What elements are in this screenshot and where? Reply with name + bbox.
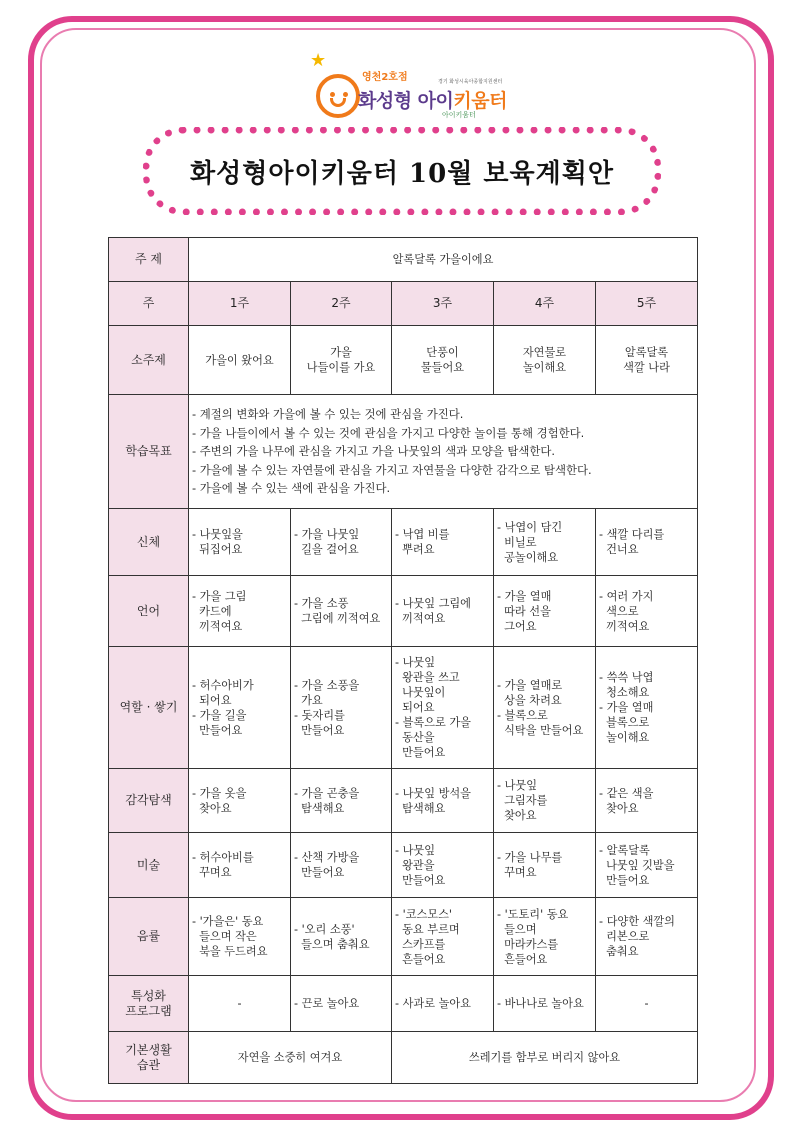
plan-table bbox=[108, 237, 698, 1084]
goal-item: - 가을에 볼 수 있는 색에 관심을 가진다. bbox=[192, 481, 391, 496]
cell-line: - 나뭇잎을 bbox=[192, 528, 243, 541]
cell-line: - 사과로 놀아요 bbox=[395, 997, 471, 1010]
cell-line: 리본으로 bbox=[599, 930, 650, 943]
cell-line: - bbox=[644, 997, 649, 1010]
role-block-row bbox=[109, 647, 698, 769]
cell-line: - 가을 그림 bbox=[192, 589, 247, 603]
cell-line: 비닐로 bbox=[497, 535, 537, 549]
cell-line: - 가을 나뭇잎 bbox=[294, 528, 360, 541]
activity-cell bbox=[392, 576, 494, 647]
cell-line: - bbox=[237, 997, 242, 1010]
goal-item: - 주변의 가을 나무에 관심을 가지고 가을 나뭇잎의 색과 모양을 탐색한다. bbox=[192, 444, 556, 459]
activity-cell bbox=[596, 833, 698, 898]
activity-cell bbox=[189, 509, 291, 576]
cell-line: 끼적여요 bbox=[395, 612, 446, 625]
activity-cell bbox=[189, 833, 291, 898]
goal-item: - 계절의 변화와 가을에 볼 수 있는 것에 관심을 가진다. bbox=[192, 407, 464, 422]
cell-line: 마라카스를 bbox=[497, 937, 559, 951]
logo bbox=[310, 50, 520, 128]
cell-line: 상을 차려요 bbox=[497, 693, 562, 707]
cell-line: 만들어요 bbox=[192, 723, 243, 737]
cell-line: 색으로 bbox=[599, 604, 639, 618]
cell-line: 만들어요 bbox=[294, 723, 345, 737]
art-row bbox=[109, 833, 698, 898]
cell-line: - 나뭇잎 방석을 bbox=[395, 786, 471, 800]
cell-line: 가을 bbox=[330, 346, 352, 359]
cell-line: 음률 bbox=[136, 929, 161, 943]
activity-cell bbox=[189, 576, 291, 647]
theme-value: 알록달록 가을이에요 bbox=[189, 238, 698, 282]
row-label bbox=[109, 976, 189, 1032]
cell-line: 만들어요 bbox=[395, 873, 446, 887]
week-header: 4주 bbox=[494, 282, 596, 326]
cell-line: - 가을 열매로 bbox=[497, 678, 563, 692]
cell-line: 식탁을 만들어요 bbox=[497, 723, 584, 737]
cell-line: 길을 걸어요 bbox=[294, 543, 359, 556]
cell-line: 찾아요 bbox=[497, 809, 537, 822]
cell-line: 찾아요 bbox=[192, 801, 232, 815]
activity-cell bbox=[596, 769, 698, 833]
cell-line: 청소해요 bbox=[599, 686, 650, 699]
activity-cell bbox=[596, 976, 698, 1032]
activity-cell bbox=[494, 976, 596, 1032]
cell-line: 흔들어요 bbox=[395, 952, 446, 966]
cell-line: - 끈로 놀아요 bbox=[294, 997, 360, 1010]
week-label: 주 bbox=[109, 282, 189, 326]
cell-line: 만들어요 bbox=[599, 873, 650, 887]
cell-line: - 블록으로 가을 bbox=[395, 716, 471, 729]
cell-line: - 블록으로 bbox=[497, 708, 548, 722]
cell-line: - 여러 가지 bbox=[599, 589, 654, 603]
subtheme-label: 소주제 bbox=[109, 326, 189, 395]
activity-cell bbox=[189, 898, 291, 976]
cell-line: - 같은 색을 bbox=[599, 786, 654, 800]
cell-line: - 허수아비를 bbox=[192, 851, 254, 864]
goal-item: - 가을 나들이에서 볼 수 있는 것에 관심을 가지고 다양한 놀이를 통해 경험한다. bbox=[192, 425, 585, 440]
row-label bbox=[109, 833, 189, 898]
activity-cell bbox=[494, 769, 596, 833]
cell-line: 들으며 작은 bbox=[192, 930, 257, 943]
cell-line: 나뭇잎 깃발을 bbox=[599, 858, 675, 872]
row-label bbox=[109, 576, 189, 647]
title-box bbox=[143, 127, 661, 215]
goal-item: - 가을에 볼 수 있는 자연물에 관심을 가지고 자연물을 다양한 감각으로 탐색한다. bbox=[192, 462, 592, 477]
cell-line: 카드에 bbox=[192, 604, 232, 618]
activity-cell bbox=[596, 576, 698, 647]
physical-row bbox=[109, 509, 698, 576]
cell-line: - 쓱쓱 낙엽 bbox=[599, 671, 654, 684]
activity-cell bbox=[291, 576, 392, 647]
cell-line: - 가을 나무를 bbox=[497, 851, 563, 864]
star-icon: ★ bbox=[310, 50, 327, 71]
habit-cell-b: 쓰레기를 함부로 버리지 않아요 bbox=[392, 1032, 698, 1084]
cell-line: 꾸며요 bbox=[192, 866, 232, 879]
cell-line: 공놀이해요 bbox=[497, 550, 559, 564]
cell-line: 그림에 끼적여요 bbox=[294, 612, 381, 625]
cell-line: 색깔 나라 bbox=[623, 361, 670, 374]
cell-line: 습관 bbox=[136, 1057, 161, 1072]
cell-line: 언어 bbox=[136, 603, 161, 618]
cell-line: 찾아요 bbox=[599, 801, 639, 815]
cell-line: 신체 bbox=[136, 534, 161, 549]
week-header: 1주 bbox=[189, 282, 291, 326]
cell-line: 프로그램 bbox=[125, 1003, 172, 1018]
cell-line: - 낙엽 비를 bbox=[395, 528, 450, 541]
cell-line: - '도토리' 동요 bbox=[497, 907, 569, 921]
subtheme-cell bbox=[392, 326, 494, 395]
cell-line: - 가을 열매 bbox=[497, 589, 552, 603]
cell-line: - '오리 소풍' bbox=[294, 922, 355, 936]
cell-line: - 가을 옷을 bbox=[192, 786, 247, 800]
activity-cell bbox=[596, 509, 698, 576]
activity-cell bbox=[291, 976, 392, 1032]
cell-line: 가을이 왔어요 bbox=[205, 353, 274, 367]
habit-label bbox=[109, 1032, 189, 1084]
cell-line: - '가을은' 동요 bbox=[192, 915, 264, 928]
cell-line: 블록으로 bbox=[599, 716, 650, 729]
cell-line: 알록달록 bbox=[624, 346, 669, 359]
activity-cell bbox=[392, 833, 494, 898]
theme-row bbox=[109, 238, 698, 282]
sensory-row bbox=[109, 769, 698, 833]
activity-cell bbox=[494, 509, 596, 576]
cell-line: - 나뭇잎 bbox=[395, 656, 436, 669]
goals-row bbox=[109, 395, 698, 509]
cell-line: 단풍이 bbox=[426, 346, 459, 359]
cell-line: 놀이해요 bbox=[522, 361, 567, 374]
cell-line: 특성화 bbox=[131, 988, 166, 1003]
cell-line: - 가을 소풍을 bbox=[294, 678, 360, 692]
activity-cell bbox=[494, 576, 596, 647]
cell-line: - 낙엽이 담긴 bbox=[497, 520, 563, 534]
activity-cell bbox=[291, 647, 392, 769]
cell-line: 되어요 bbox=[395, 701, 435, 714]
subtheme-cell bbox=[494, 326, 596, 395]
cell-line: - 산책 가방을 bbox=[294, 851, 360, 864]
cell-line: 건너요 bbox=[599, 543, 639, 556]
activity-cell bbox=[291, 769, 392, 833]
week-header: 5주 bbox=[596, 282, 698, 326]
cell-line: - 알록달록 bbox=[599, 843, 650, 857]
activity-cell bbox=[392, 769, 494, 833]
activity-cell bbox=[392, 898, 494, 976]
cell-line: 되어요 bbox=[192, 693, 232, 707]
cell-line: 물들어요 bbox=[420, 361, 465, 374]
activity-cell bbox=[494, 647, 596, 769]
special-program-row bbox=[109, 976, 698, 1032]
cell-line: - 가을 소풍 bbox=[294, 597, 349, 610]
logo-subtitle: 영천2호점 bbox=[362, 72, 408, 83]
cell-line: 나뭇잎이 bbox=[395, 686, 446, 699]
subtheme-cell bbox=[189, 326, 291, 395]
cell-line: 탐색해요 bbox=[294, 801, 345, 815]
week-header: 2주 bbox=[291, 282, 392, 326]
habit-row bbox=[109, 1032, 698, 1084]
activity-cell bbox=[189, 647, 291, 769]
logo-org-text: 경기 화성시육아종합지원센터 bbox=[438, 79, 503, 85]
cell-line: - 나뭇잎 그림에 bbox=[395, 597, 471, 610]
cell-line: - 돗자리를 bbox=[294, 708, 345, 722]
subtheme-cell bbox=[291, 326, 392, 395]
activity-cell bbox=[596, 647, 698, 769]
cell-line: 끼적여요 bbox=[599, 619, 650, 633]
cell-line: 들으며 bbox=[497, 922, 537, 936]
activity-cell bbox=[291, 898, 392, 976]
activity-cell bbox=[494, 833, 596, 898]
cell-line: - 허수아비가 bbox=[192, 678, 254, 692]
activity-cell bbox=[392, 509, 494, 576]
logo-main-text: 화성형 아이키움터 bbox=[358, 90, 507, 112]
page-title: 화성형아이키움터 10월 보육계획안 bbox=[190, 158, 614, 189]
subtheme-row bbox=[109, 326, 698, 395]
music-row bbox=[109, 898, 698, 976]
activity-cell bbox=[291, 509, 392, 576]
cell-line: 왕관을 bbox=[395, 858, 435, 872]
cell-line: 미술 bbox=[136, 857, 161, 872]
cell-line: - 색깔 다리를 bbox=[599, 528, 665, 541]
activity-cell bbox=[494, 898, 596, 976]
smile-face-icon bbox=[316, 74, 360, 118]
cell-line: 동요 부르며 bbox=[395, 922, 460, 936]
cell-line: - 가을 길을 bbox=[192, 708, 247, 722]
cell-line: 만들어요 bbox=[294, 866, 345, 879]
goals-label: 학습목표 bbox=[109, 395, 189, 509]
cell-line: 북을 두드려요 bbox=[192, 945, 268, 958]
cell-line: 뒤집어요 bbox=[192, 543, 243, 556]
activity-cell bbox=[189, 976, 291, 1032]
cell-line: 춤춰요 bbox=[599, 945, 639, 958]
cell-line: 감각탐색 bbox=[125, 793, 172, 807]
cell-line: 가요 bbox=[294, 693, 323, 707]
row-label bbox=[109, 898, 189, 976]
activity-cell bbox=[291, 833, 392, 898]
row-label bbox=[109, 509, 189, 576]
activity-cell bbox=[189, 769, 291, 833]
cell-line: 들으며 춤춰요 bbox=[294, 937, 370, 951]
cell-line: - '코스모스' bbox=[395, 907, 452, 921]
cell-line: 그어요 bbox=[497, 619, 537, 633]
activity-cell bbox=[596, 898, 698, 976]
theme-label: 주 제 bbox=[109, 238, 189, 282]
cell-line: - 가을 곤충을 bbox=[294, 786, 360, 800]
cell-line: 그림자를 bbox=[497, 794, 548, 807]
habit-cell-a: 자연을 소중히 여겨요 bbox=[189, 1032, 392, 1084]
cell-line: 동산을 bbox=[395, 731, 435, 744]
cell-line: 뿌려요 bbox=[395, 543, 435, 556]
goals-cell bbox=[189, 395, 698, 509]
activity-cell bbox=[392, 976, 494, 1032]
cell-line: 끼적여요 bbox=[192, 619, 243, 633]
subtheme-cell bbox=[596, 326, 698, 395]
cell-line: 따라 선을 bbox=[497, 604, 551, 618]
activity-cell bbox=[392, 647, 494, 769]
cell-line: 꾸며요 bbox=[497, 866, 537, 879]
cell-line: - 가을 열매 bbox=[599, 701, 654, 714]
cell-line: 놀이해요 bbox=[599, 731, 650, 744]
cell-line: 기본생활 bbox=[125, 1042, 172, 1057]
cell-line: 나들이를 가요 bbox=[306, 361, 376, 374]
cell-line: 만들어요 bbox=[395, 746, 446, 759]
cell-line: - 다양한 색깔의 bbox=[599, 915, 675, 928]
row-label bbox=[109, 647, 189, 769]
week-row bbox=[109, 282, 698, 326]
cell-line: - 나뭇잎 bbox=[395, 843, 436, 857]
cell-line: 탐색해요 bbox=[395, 801, 446, 815]
cell-line: 역할 · 쌓기 bbox=[119, 700, 178, 714]
cell-line: - 바나나로 놀아요 bbox=[497, 997, 584, 1010]
logo-tagline: 아이키움터 bbox=[442, 111, 476, 119]
cell-line: - 나뭇잎 bbox=[497, 779, 538, 792]
language-row bbox=[109, 576, 698, 647]
row-label bbox=[109, 769, 189, 833]
cell-line: 스카프를 bbox=[395, 937, 446, 951]
week-header: 3주 bbox=[392, 282, 494, 326]
cell-line: 자연물로 bbox=[522, 346, 567, 359]
cell-line: 흔들어요 bbox=[497, 952, 548, 966]
cell-line: 왕관을 쓰고 bbox=[395, 671, 460, 684]
